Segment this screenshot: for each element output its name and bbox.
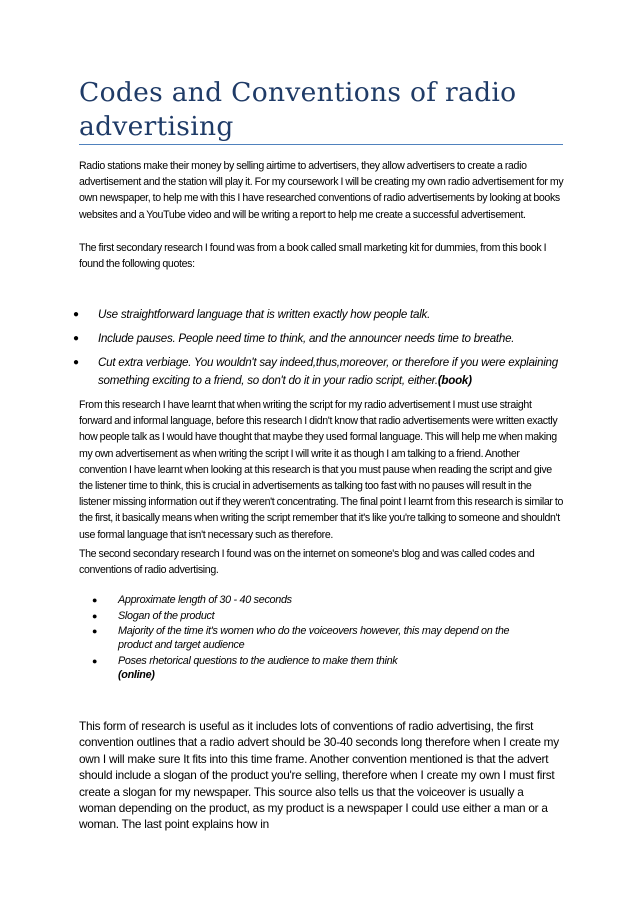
list-item xyxy=(92,624,536,652)
list-item xyxy=(92,609,536,623)
intro-paragraph: Radio stations make their money by selling airtime to advertisers, they allow advertisers to create a radio advertisement and the station will play it. For my coursework I will be creating my own radio advertisement for my own newspaper, to help me with this I have researched conventions of radio advertisements by looking at books websites and a YouTube video and will be writing a report to help me create a successful advertisement. xyxy=(79,160,564,221)
online-quotes-list xyxy=(92,593,536,682)
list-item xyxy=(73,354,565,390)
bullet-icon: ● xyxy=(73,357,79,368)
online-quote-text: Poses rhetorical questions to the audience to make them think xyxy=(118,654,398,667)
book-analysis-paragraph: From this research I have learnt that when writing the script for my radio advertisement I must use straight forward and informal language, before this research I didn't know that radio advertisements were written exactly how people talk as I would have thought that maybe they used formal language. This will help me when making my own advertisement as when writing the script I will write it as though I am talking to a friend. Another convention I have learnt when looking at this research is that you must pause when reading the script and give the listener time to think, this is crucial in advertisements as talking too fast with no pauses will result in the listener missing information out if they weren't concentrating. The final point I learnt from this research is similar to the first, it basically means when writing the script remember that it's like you're talking to someone and shouldn't use formal language that isn't necessary such as therefore. xyxy=(79,399,563,541)
online-research-intro-paragraph: The second secondary research I found was on the internet on someone's blog and was called codes and conventions of radio advertising. xyxy=(79,548,535,577)
book-source-label: (book) xyxy=(437,374,472,387)
online-quote-text: Majority of the time it's women who do the voiceovers however, this may depend on the product and target audience xyxy=(118,625,510,651)
online-quote-text: Slogan of the product xyxy=(118,609,215,622)
bullet-icon: ● xyxy=(92,610,98,621)
bullet-icon: ● xyxy=(73,333,79,344)
bullet-icon: ● xyxy=(73,309,79,320)
book-quotes-list xyxy=(73,306,565,390)
bullet-icon: ● xyxy=(92,595,98,605)
book-research-intro-paragraph: The first secondary research I found was from a book called small marketing kit for dummies, from this book I found the following quotes: xyxy=(79,242,547,271)
book-quote-text: Include pauses. People need time to think, and the announcer needs time to breathe. xyxy=(98,332,515,345)
list-item xyxy=(73,330,565,348)
bullet-icon: ● xyxy=(92,626,98,636)
document-title: Codes and Conventions of radio advertising xyxy=(79,77,517,142)
online-source-label: (online) xyxy=(118,668,155,681)
book-quote-text: Use straightforward language that is written exactly how people talk. xyxy=(98,308,431,321)
bullet-icon: ● xyxy=(92,655,98,666)
online-analysis-paragraph: This form of research is useful as it includes lots of conventions of radio advertising, the first convention outlines that a radio advert should be 30-40 seconds long therefore when I create my own I will make sure It fits into this time frame. Another convention mentioned is that the advert should include a slogan of the product you're selling, therefore when I create my own I must first create a slogan for my newspaper. This source also tells us that the voiceover is usually a woman depending on the product, as my product is a newspaper I could use either a man or a woman. The last point explains how in xyxy=(79,719,559,832)
online-quote-text: Approximate length of 30 - 40 seconds xyxy=(118,594,292,606)
book-quote-text: Cut extra verbiage. You wouldn't say indeed,thus,moreover, or therefore if you were explaining something exciting to a friend, so don't do it in your radio script, either. xyxy=(98,356,558,387)
list-item xyxy=(92,654,536,682)
list-item xyxy=(92,593,536,607)
list-item xyxy=(73,306,565,324)
title-underline-divider xyxy=(79,144,563,145)
